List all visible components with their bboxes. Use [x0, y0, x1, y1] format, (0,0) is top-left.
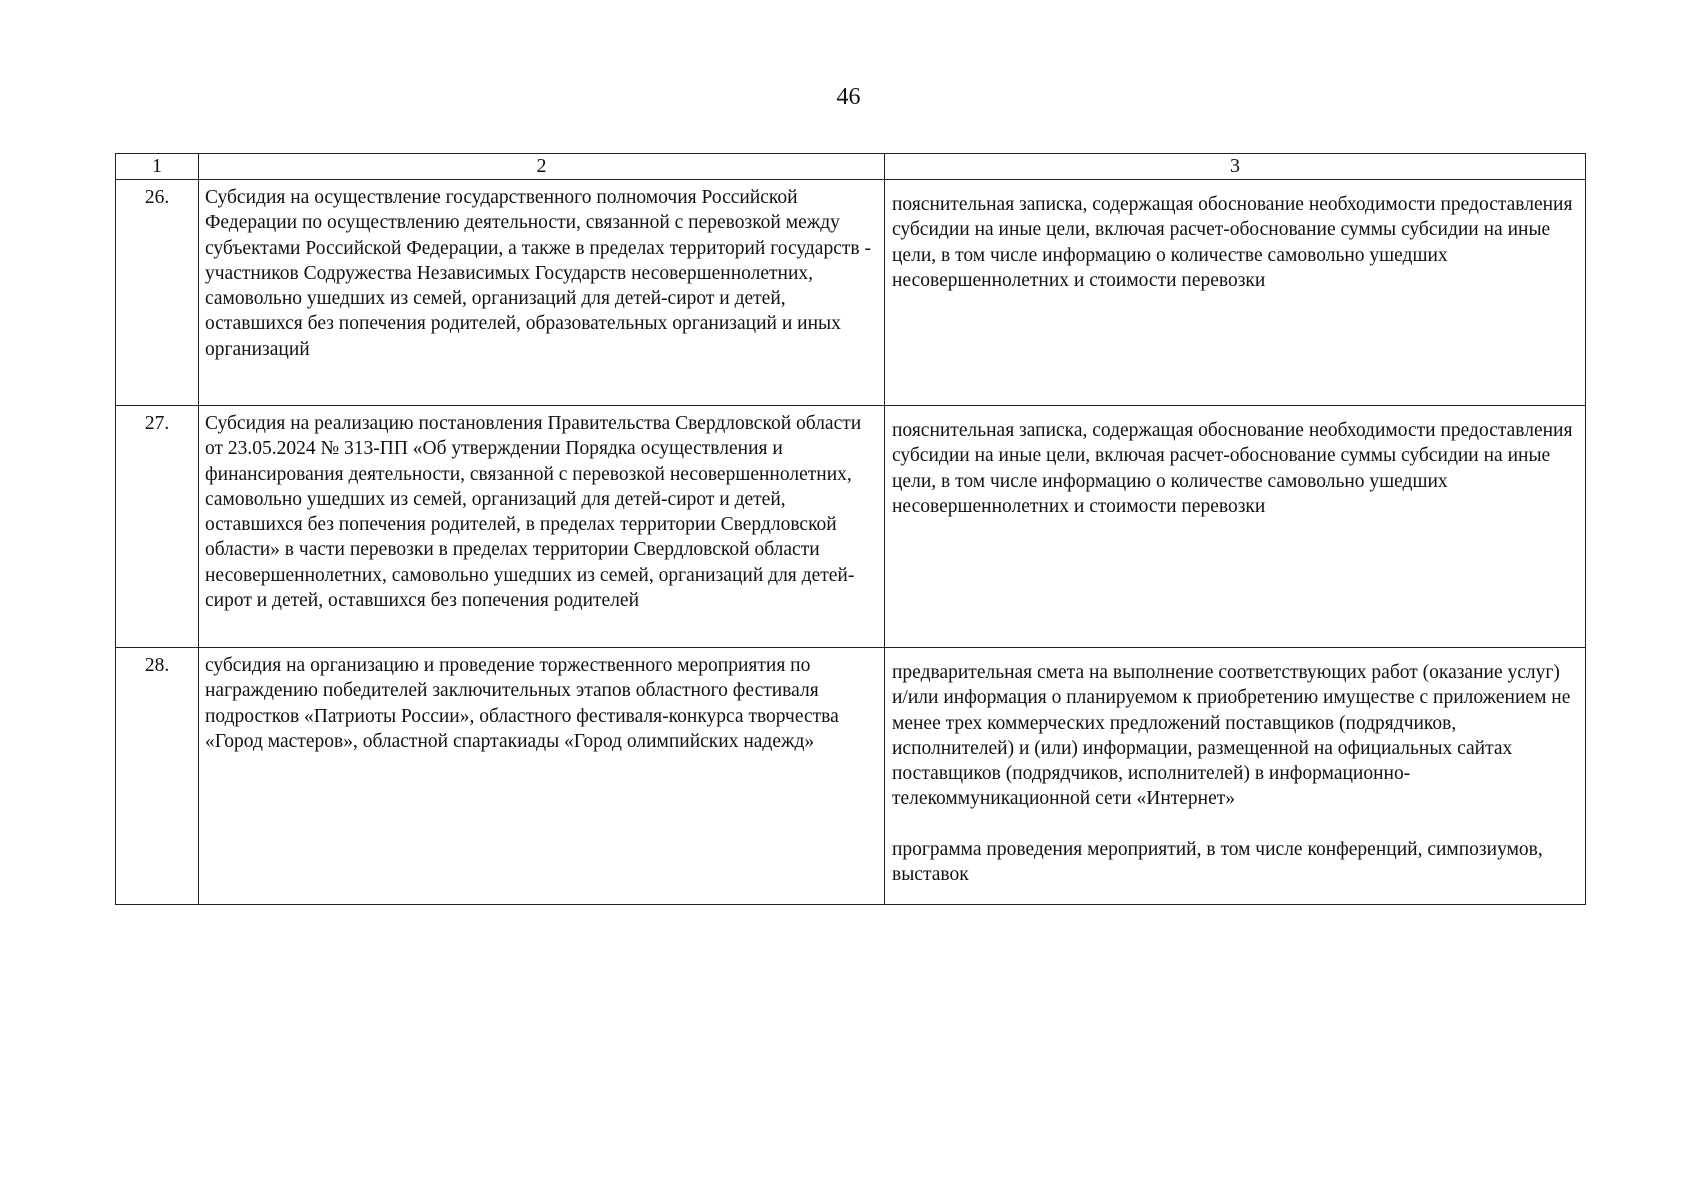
required-documents [885, 648, 1586, 905]
subsidy-documents-table [115, 153, 1586, 905]
row-number: 27. [116, 406, 199, 648]
table-row [116, 406, 1586, 648]
column-header-documents: 3 [885, 154, 1586, 180]
subsidy-name: Субсидия на реализацию постановления Правительства Свердловской области от 23.05.2024 № 313-ПП «Об утверждении Порядка осуществления и финансирования деятельности, связанной с перевозкой несовершеннолетних, самовольно ушедших из семей, организаций для детей-сирот и детей, оставшихся без попечения родителей, в пределах территории Свердловской области» в части перевозки в пределах территории Свердловской области несовершеннолетних, самовольно ушедших из семей, организаций для детей-сирот и детей, оставшихся без попечения родителей [199, 406, 885, 648]
column-header-number: 1 [116, 154, 199, 180]
required-documents [885, 180, 1586, 406]
row-number: 28. [116, 648, 199, 905]
document-item: пояснительная записка, содержащая обоснование необходимости предоставления субсидии на иные цели, включая расчет-обоснование суммы субсидии на иные цели, в том числе информацию о количестве самовольно ушедших несовершеннолетних и стоимости перевозки [892, 420, 1573, 517]
document-item: пояснительная записка, содержащая обоснование необходимости предоставления субсидии на иные цели, включая расчет-обоснование суммы субсидии на иные цели, в том числе информацию о количестве самовольно ушедших несовершеннолетних и стоимости перевозки [892, 194, 1573, 291]
table-row [116, 648, 1586, 905]
subsidy-name: субсидия на организацию и проведение торжественного мероприятия по награждению победителей заключительных этапов областного фестиваля подростков «Патриоты России», областного фестиваля-конкурса творчества «Город мастеров», областной спартакиады «Город олимпийских надежд» [199, 648, 885, 905]
required-documents [885, 406, 1586, 648]
row-number: 26. [116, 180, 199, 406]
column-header-subsidy: 2 [199, 154, 885, 180]
table-header-row [116, 154, 1586, 180]
page-number: 46 [836, 84, 861, 110]
table-row [116, 180, 1586, 406]
document-item: предварительная смета на выполнение соответствующих работ (оказание услуг) и/или информация о планируемом к приобретению имуществе с приложением не менее трех коммерческих предложений поставщиков (подрядчиков, исполнителей) и (или) информации, размещенной на официальных сайтах поставщиков (подрядчиков, исполнителей) в информационно-телекоммуникационной сети «Интернет» [892, 662, 1571, 810]
document-item: программа проведения мероприятий, в том числе конференций, симпозиумов, выставок [892, 838, 1543, 886]
subsidy-name: Субсидия на осуществление государственного полномочия Российской Федерации по осуществлению деятельности, связанной с перевозкой между субъектами Российской Федерации, а также в пределах территорий государств - участников Содружества Независимых Государств несовершеннолетних, самовольно ушедших из семей, организаций для детей-сирот и детей, оставшихся без попечения родителей, образовательных организаций и иных организаций [199, 180, 885, 406]
